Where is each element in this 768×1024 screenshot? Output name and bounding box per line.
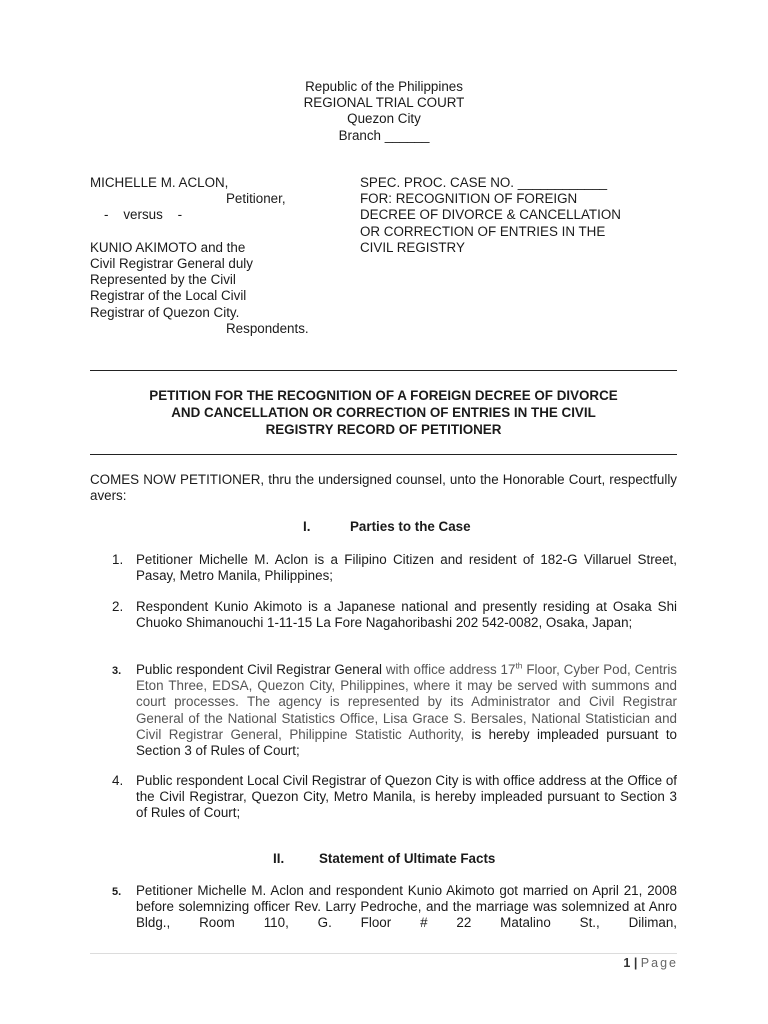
paragraph-text-segment: is hereby impleaded pursuant to Section 3 of Rules of Court;: [136, 726, 677, 759]
paragraph-number: 3.: [112, 665, 122, 677]
section-number: II.: [273, 851, 285, 866]
page-footer: [623, 955, 678, 971]
respondents-role: Respondents.: [226, 320, 309, 336]
case-for-line: FOR: RECOGNITION OF FOREIGN: [360, 191, 578, 207]
header-branch: Branch ______: [338, 127, 430, 143]
footer-rule: [90, 953, 677, 954]
respondent-line: Civil Registrar General duly: [90, 255, 253, 271]
section-title: Parties to the Case: [350, 519, 471, 534]
ordinal-suffix: th: [515, 660, 523, 671]
title-top-rule: [90, 370, 677, 371]
header-court: REGIONAL TRIAL COURT: [303, 95, 465, 111]
paragraph-number: 5.: [112, 886, 122, 898]
caption-spacer: [90, 224, 350, 240]
paragraph-text: Respondent Kunio Akimoto is a Japanese national and presently residing at Osaka Shi Chuoko Shimanouchi 1-11-15 La Fore Nagahoribashi 202 542-0082, Osaka, Japan;: [136, 599, 677, 631]
section-title: Statement of Ultimate Facts: [319, 851, 496, 866]
page-number: 1: [623, 956, 631, 970]
case-for-line: CIVIL REGISTRY: [360, 239, 465, 255]
case-number: SPEC. PROC. CASE NO. ____________: [360, 175, 608, 190]
paragraph-text-segment: Public respondent Civil Registrar General: [136, 662, 383, 677]
petitioner-role: Petitioner,: [226, 191, 286, 207]
respondent-line: KUNIO AKIMOTO and the: [90, 239, 246, 255]
respondent-line: Registrar of the Local Civil: [90, 288, 247, 304]
header-city: Quezon City: [347, 111, 421, 127]
paragraph-text: [136, 662, 677, 759]
paragraph-number: 1.: [112, 552, 124, 567]
paragraph-text: Public respondent Local Civil Registrar of Quezon City is with office address at the Office of the Civil Registrar, Quezon City, Metro Manila, is hereby impleaded pursuant to Section 3 of Rules of Court;: [136, 773, 677, 821]
paragraph-number: 2.: [112, 599, 124, 614]
title-line: AND CANCELLATION OR CORRECTION OF ENTRIES IN THE CIVIL: [171, 405, 596, 420]
paragraph-number: 4.: [112, 773, 124, 788]
title-line: PETITION FOR THE RECOGNITION OF A FOREIGN DECREE OF DIVORCE: [149, 388, 618, 403]
petitioner-name: MICHELLE M. ACLON,: [90, 175, 229, 190]
respondent-line: Registrar of Quezon City.: [90, 304, 240, 320]
case-for-line: DECREE OF DIVORCE & CANCELLATION: [360, 207, 621, 223]
respondent-line: Represented by the Civil: [90, 272, 236, 288]
section-number: I.: [303, 519, 311, 534]
caption-parties: [90, 175, 350, 337]
header-republic: Republic of the Philippines: [305, 79, 463, 94]
case-for-line: OR CORRECTION OF ENTRIES IN THE: [360, 223, 606, 239]
petition-title: [90, 388, 677, 439]
paragraph-text: Petitioner Michelle M. Aclon and respondent Kunio Akimoto got married on April 21, 2008 before solemnizing officer Rev. Larry Pedroche, and the marriage was solemnized at Anro Bldg., Room 110, G. Floor # 22 Matalino St., Diliman,: [136, 883, 677, 931]
paragraph-text-segment: Floor, Cyber Pod, Centris Eton Three, EDSA, Quezon City, Philippines, where it may be served with summons and court processes. The agency is represented by its Administrator and Civil Registrar General of the National Statistics Office, Lisa Grace S. Bersales, National Statistician and Civil Registrar General, Philippine Statistic Authority,: [136, 662, 677, 742]
page-separator: |: [633, 956, 638, 970]
versus-label: - versus -: [104, 207, 183, 223]
paragraph-text-segment: with office address 17: [382, 662, 516, 677]
court-header: [0, 79, 768, 144]
paragraph-text: Petitioner Michelle M. Aclon is a Filipino Citizen and resident of 182-G Villaruel Street, Pasay, Metro Manila, Philippines;: [136, 552, 677, 584]
title-line: REGISTRY RECORD OF PETITIONER: [265, 422, 502, 437]
intro-paragraph: COMES NOW PETITIONER, thru the undersigned counsel, unto the Honorable Court, respectfully avers:: [90, 472, 677, 504]
title-bottom-rule: [90, 454, 677, 455]
page-label: Page: [640, 956, 678, 970]
caption-case-info: [360, 175, 660, 256]
